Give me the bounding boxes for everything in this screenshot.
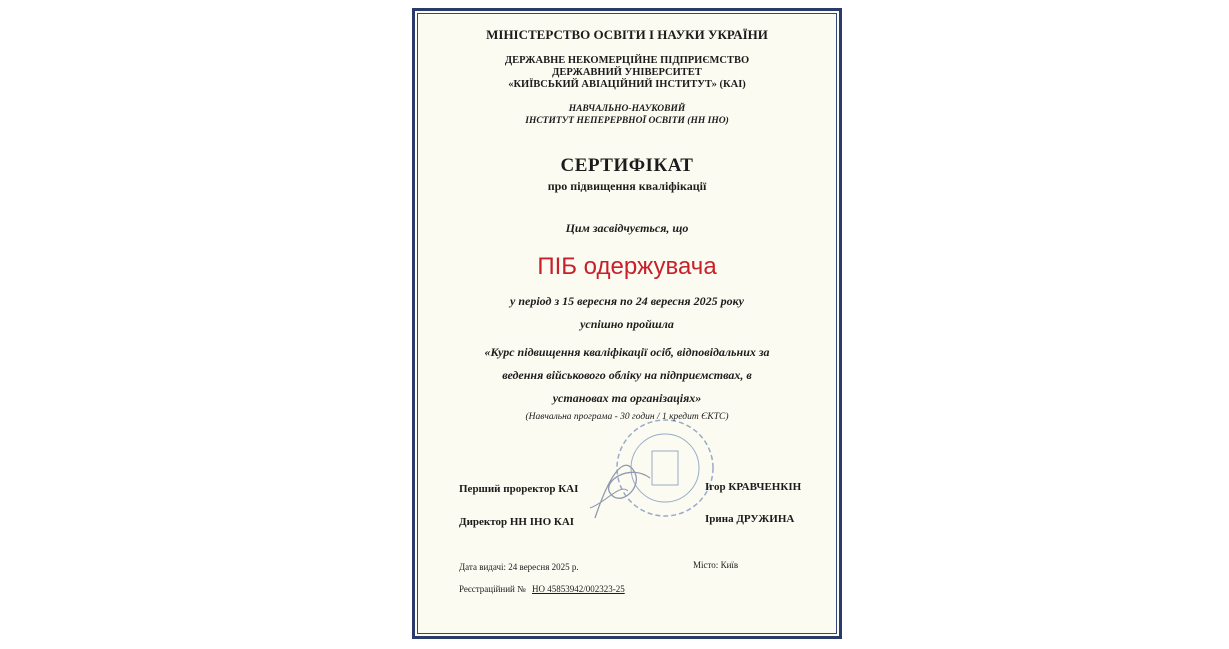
course-line-2: ведення військового обліку на підприємствах, в [502,368,752,382]
institute-line-2: ІНСТИТУТ НЕПЕРЕРВНОЇ ОСВІТИ (НН ІНО) [525,116,729,126]
registration-label: Реєстраційний № [459,584,526,594]
vice-rector-name: Ігор КРАВЧЕНКІН [705,481,802,493]
ministry-heading: МІНІСТЕРСТВО ОСВІТИ І НАУКИ УКРАЇНИ [486,27,768,42]
course-line-3: установах та організаціях» [552,391,702,405]
completed-text: успішно пройшла [580,317,674,331]
course-title [415,341,839,410]
vice-rector-title: Перший проректор КАІ [459,483,579,495]
certifies-text: Цим засвідчується, що [565,221,689,235]
certificate-sheet [412,8,842,639]
course-line-1: «Курс підвищення кваліфікації осіб, відповідальних за [484,345,770,359]
recipient-name: ПІБ одержувача [537,253,717,280]
director-name: Ірина ДРУЖИНА [705,513,795,525]
issue-city: Місто: Київ [693,560,739,570]
director-title: Директор НН ІНО КАІ [459,516,575,528]
certificate-title: СЕРТИФІКАТ [560,155,694,176]
registration-value: НО 45853942/002323-25 [531,584,625,594]
issue-date: Дата видачі: 24 вересня 2025 р. [459,562,579,572]
enterprise-name [415,55,839,91]
institute-name [415,103,839,127]
program-note: (Навчальна програма - 30 годин / 1 кредит ЄКТС) [525,412,729,422]
certificate-subtitle: про підвищення кваліфікації [547,179,707,193]
period-text: у період з 15 вересня по 24 вересня 2025 року [510,294,744,308]
registration-number [459,584,625,594]
enterprise-line-3: «КИЇВСЬКИЙ АВІАЦІЙНИЙ ІНСТИТУТ» (КАІ) [508,79,746,90]
enterprise-line-1: ДЕРЖАВНЕ НЕКОМЕРЦІЙНЕ ПІДПРИЄМСТВО [504,55,750,66]
enterprise-line-2: ДЕРЖАВНИЙ УНІВЕРСИТЕТ [552,67,702,78]
institute-line-1: НАВЧАЛЬНО-НАУКОВИЙ [568,104,686,114]
